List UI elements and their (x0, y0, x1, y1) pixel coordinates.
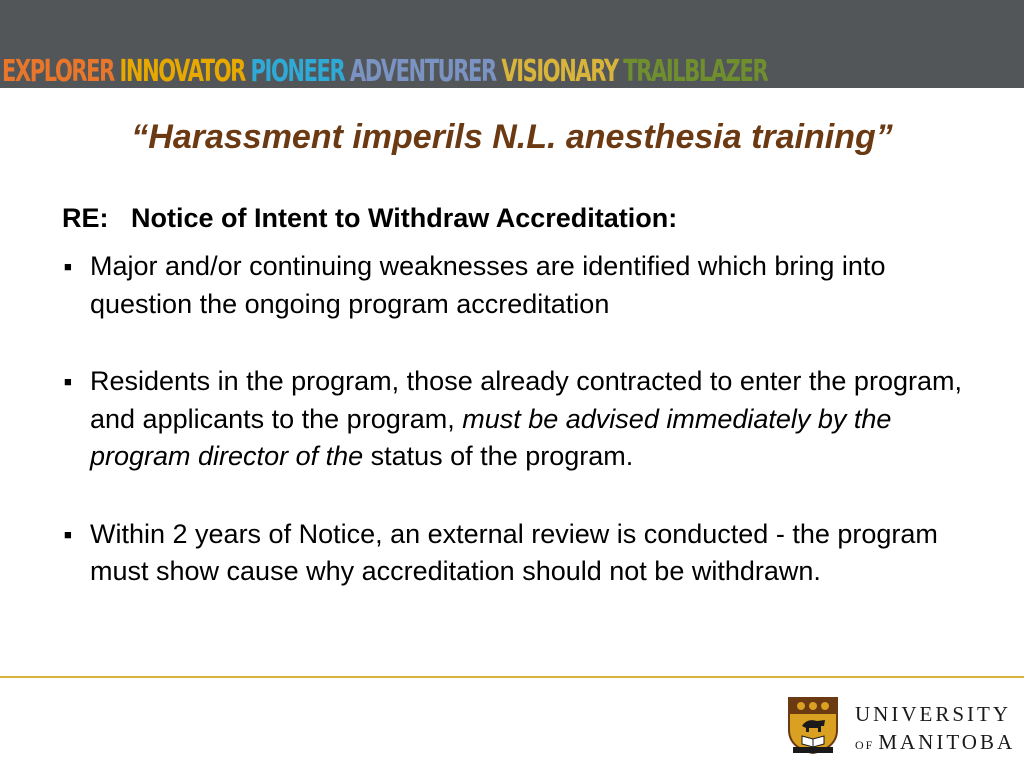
bullet-text: Major and/or continuing weaknesses are identified which bring into question the ongoing program accreditation (90, 251, 886, 319)
tagline-word: INNOVATOR (119, 54, 245, 89)
tagline-word: VISIONARY (501, 54, 618, 89)
bullet-item (64, 516, 964, 591)
tagline-word: ADVENTURER (349, 54, 496, 89)
bullet-item (64, 248, 964, 323)
university-word: UNIVERSITY (855, 702, 1011, 726)
bullet-marker-icon: ■ (64, 374, 72, 389)
university-place: MANITOBA (878, 730, 1016, 754)
university-name-line2 (855, 731, 1015, 756)
slide-title: “Harassment imperils N.L. anesthesia training” (131, 118, 893, 156)
tagline (2, 54, 768, 89)
tagline-word: EXPLORER (2, 54, 114, 89)
bullet-text: Residents in the program, those already contracted to enter the program, and applicants to the program, (90, 366, 962, 434)
university-crest-icon (787, 696, 839, 754)
bullet-list (64, 248, 964, 631)
bullet-text: Within 2 years of Notice, an external review is conducted - the program must show cause why accreditation should not be withdrawn. (90, 518, 938, 586)
header-banner (0, 0, 1024, 88)
bullet-text-emphasis: must be advised immediately by the program director of the (90, 403, 892, 471)
tagline-word: PIONEER (250, 54, 345, 89)
bullet-marker-icon: ■ (64, 526, 72, 542)
tagline-word: TRAILBLAZER (623, 54, 768, 89)
bullet-text: status of the program. (363, 441, 634, 471)
university-name-line1 (855, 703, 1015, 725)
footer-divider (0, 676, 1024, 678)
bullet-marker-icon: ■ (64, 259, 72, 274)
university-of: OF (855, 738, 875, 752)
bullet-item (64, 363, 964, 476)
university-wordmark (855, 703, 1015, 756)
slide-subtitle: RE: Notice of Intent to Withdraw Accreditation: (62, 203, 678, 233)
